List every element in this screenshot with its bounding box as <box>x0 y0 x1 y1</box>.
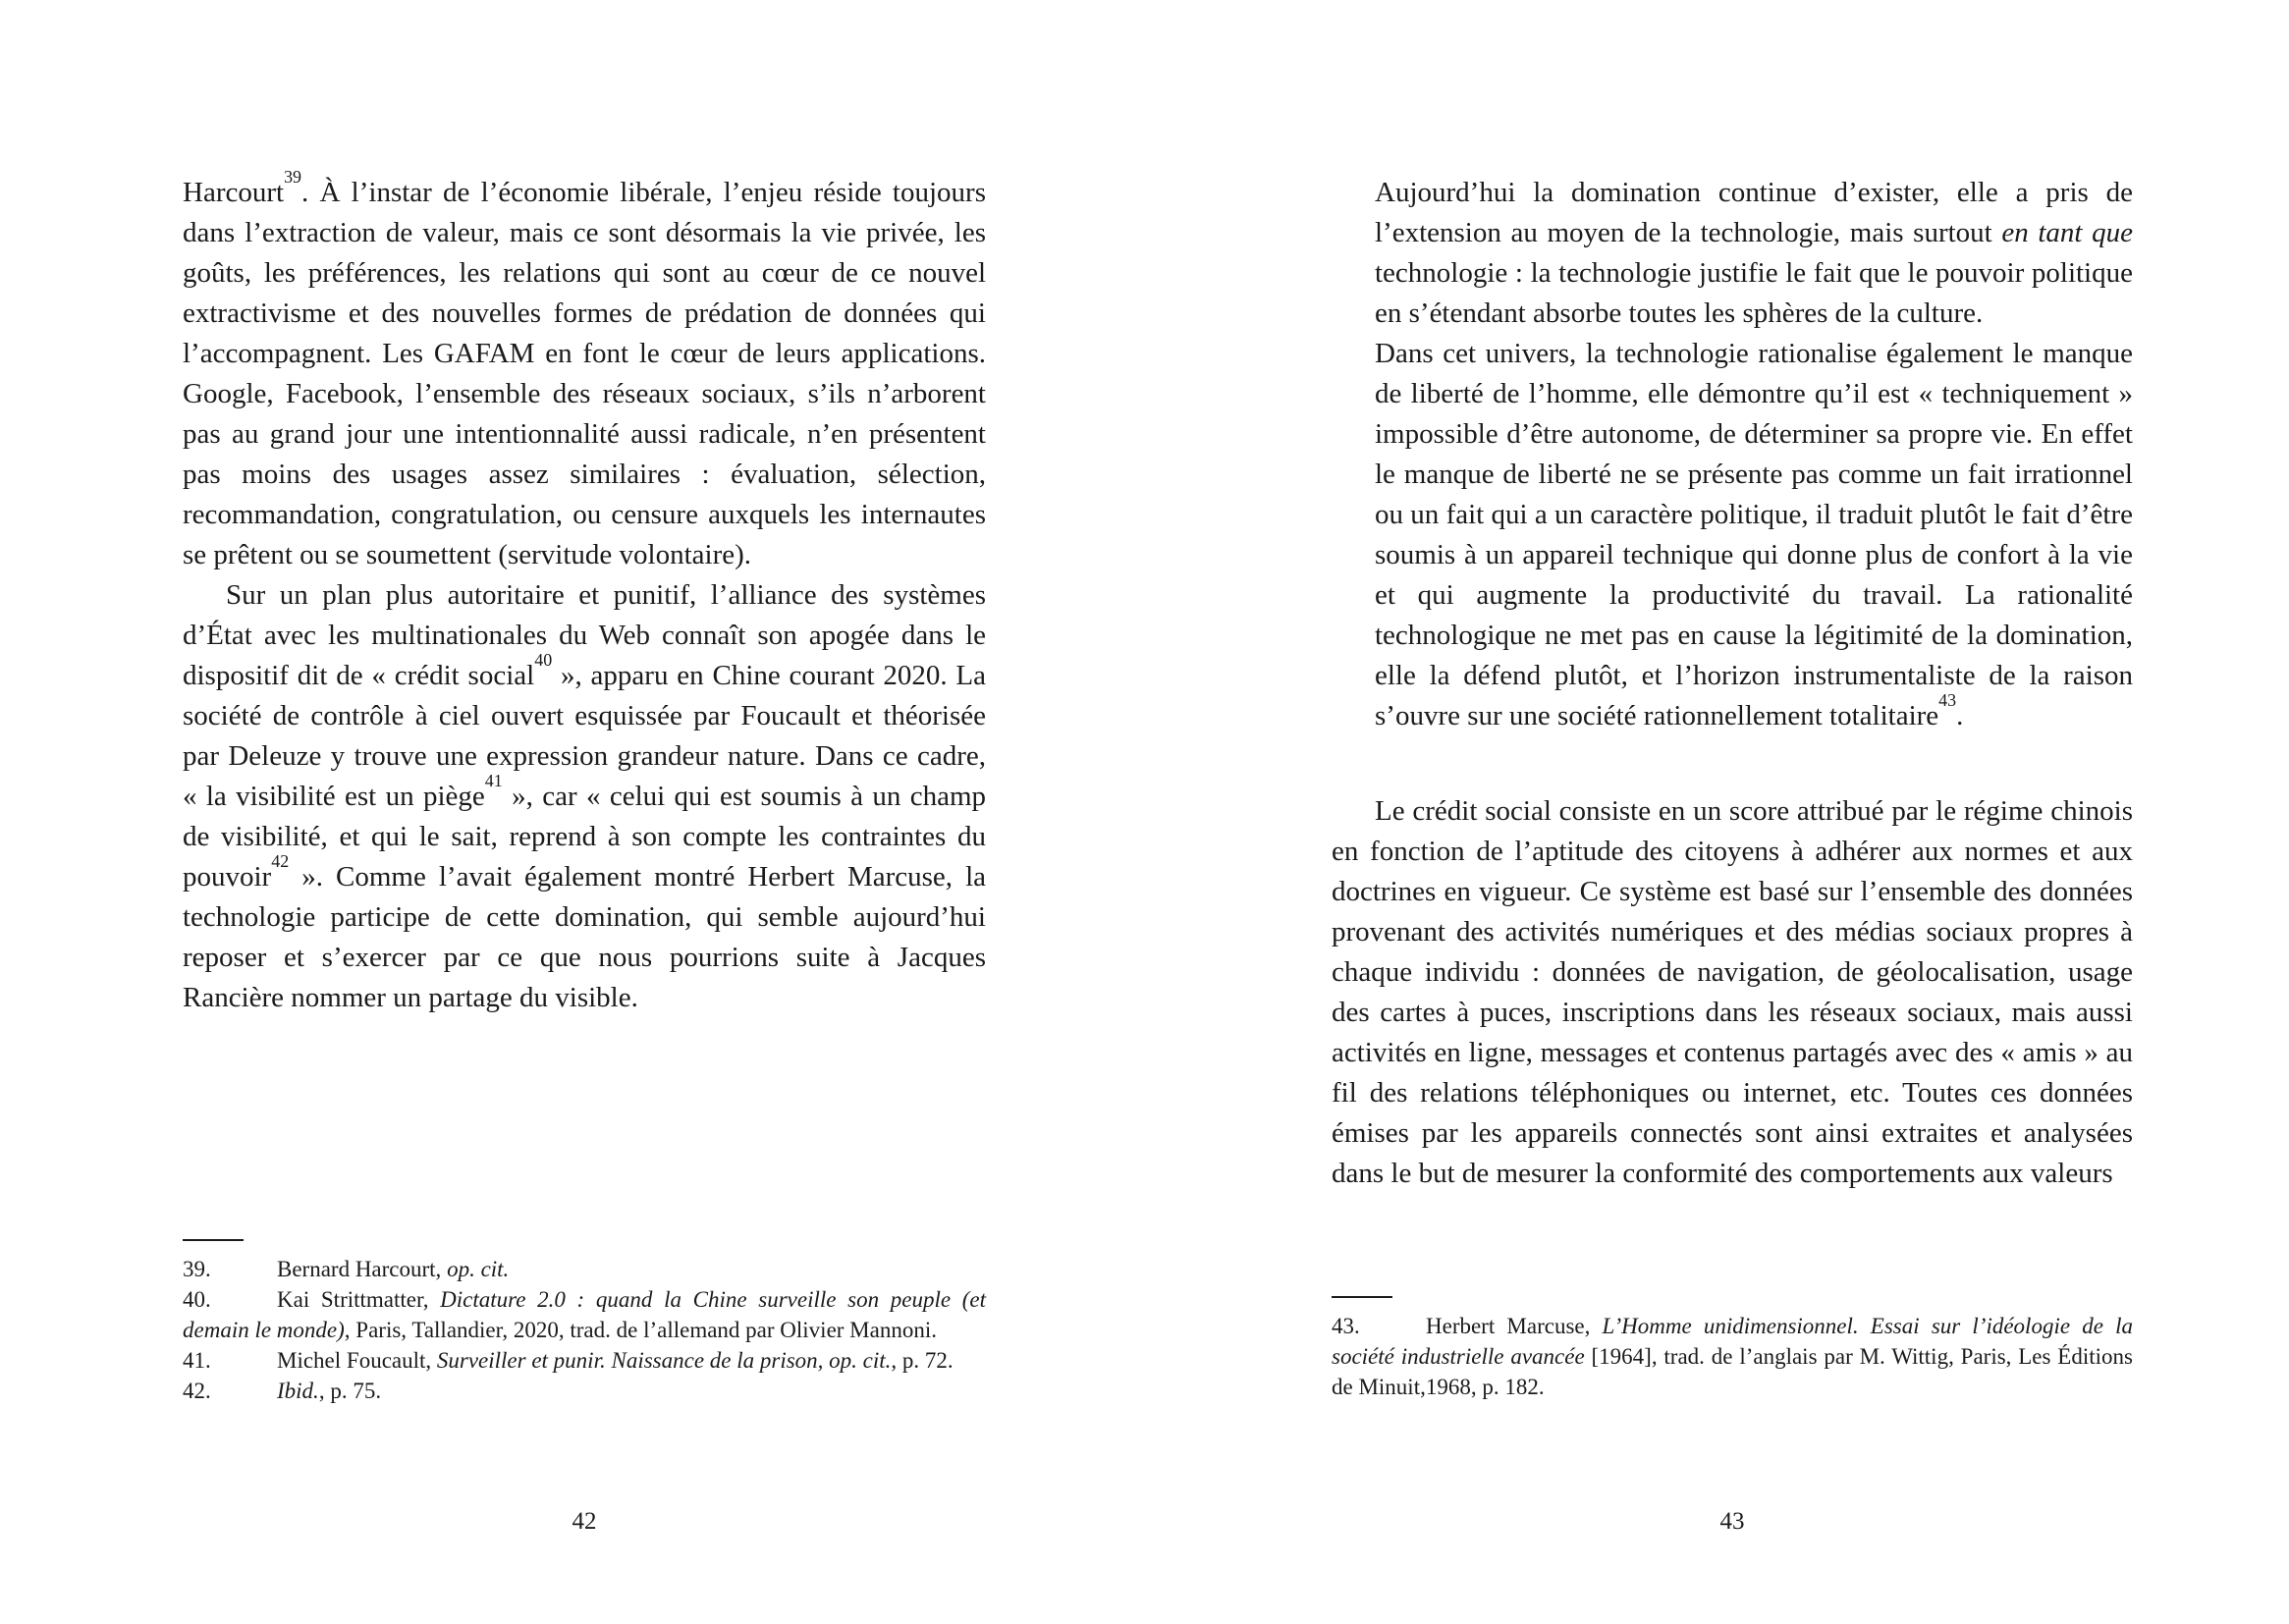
left-text-column <box>183 167 986 1018</box>
footnote-42 <box>183 1376 986 1406</box>
footnote-number: 42. <box>183 1379 211 1403</box>
text-run: , p. 75. <box>318 1379 382 1403</box>
page-right <box>1145 0 2289 1624</box>
text-run: Michel Foucault, <box>277 1348 437 1373</box>
italic-text: Ibid. <box>277 1379 319 1403</box>
text-run: Sur un plan plus autoritaire et punitif, l’alliance des systèmes d’État avec les multinationales du Web connaît son apogée dans le dispositif dit de « crédit social <box>183 579 986 691</box>
text-run: . À l’instar de l’économie libérale, l’enjeu réside toujours dans l’extraction de valeur, mais ce sont désormais la vie privée, les goûts, les préférences, les relations qui sont au cœur de ce nouvel extractivisme et des nouvelles formes de prédation de données qui l’accompagnent. Les GAFAM en font le cœur de leurs applications. Google, Facebook, l’ensemble des réseaux sociaux, s’ils n’arborent pas au grand jour une intentionnalité aussi radicale, n’en présentent pas moins des usages assez similaires : évaluation, sélection, recommandation, congratulation, ou censure auxquels les internautes se prêtent ou se soumettent (servitude volontaire). <box>183 177 986 570</box>
text-run: Aujourd’hui la domination continue d’exister, elle a pris de l’extension au moyen de la technologie, mais surtout <box>1375 177 2133 248</box>
right-text-column <box>1332 173 2133 1194</box>
text-run: Kai Strittmatter, <box>277 1287 441 1312</box>
left-footnotes <box>183 1239 986 1406</box>
text-run: , p. 72. <box>891 1348 954 1373</box>
footnote-ref-40: 40 <box>534 650 553 671</box>
footnote-number: 40. <box>183 1287 211 1312</box>
italic-text: L’Homme unidimensionnel. Essai sur l’idéologie de la société industrielle avancée <box>1332 1314 2133 1369</box>
footnote-ref-43: 43 <box>1938 690 1957 711</box>
text-run: Harcourt <box>183 177 285 208</box>
quote-paragraph <box>1375 334 2133 736</box>
text-run: . <box>1956 700 1964 731</box>
footnote-number: 39. <box>183 1257 211 1281</box>
text-run: Dans cet univers, la technologie rationalise également le manque de liberté de l’homme, elle démontre qu’il est « techniquement » impossible d’être autonome, de déterminer sa propre vie. En effet le manque de liberté ne se présente pas comme un fait irrationnel ou un fait qui a un caractère politique, il traduit plutôt le fait d’être soumis à un appareil technique qui donne plus de confort à la vie et qui augmente la productivité du travail. La rationalité technologique ne met pas en cause la légitimité de la domination, elle la défend plutôt, et l’horizon instrumentaliste de la raison s’ouvre sur une société rationnellement totalitaire <box>1375 338 2133 731</box>
footnote-ref-42: 42 <box>271 851 290 872</box>
footnote-ref-41: 41 <box>484 771 503 791</box>
text-run: , Paris, Tallandier, 2020, trad. de l’allemand par Olivier Mannoni. <box>344 1318 937 1342</box>
footnote-number: 41. <box>183 1348 211 1373</box>
quote-paragraph <box>1375 173 2133 334</box>
page-number-left: 42 <box>572 1508 597 1535</box>
footnote-number: 43. <box>1332 1314 1360 1338</box>
footnote-separator-rule <box>1332 1296 1392 1298</box>
text-run: Herbert Marcuse, <box>1426 1314 1603 1338</box>
text-run: technologie : la technologie justifie le fait que le pouvoir politique en s’étendant absorbe toutes les sphères de la culture. <box>1375 257 2133 329</box>
footnote-41 <box>183 1345 986 1376</box>
right-footnotes <box>1332 1296 2133 1402</box>
text-run: », apparu en Chine courant 2020. La société de contrôle à ciel ouvert esquissée par Foucault et théorisée par Deleuze y trouve une expression grandeur nature. Dans ce cadre, « la visibilité est un piège <box>183 660 986 812</box>
footnote-40 <box>183 1284 986 1345</box>
footnote-43 <box>1332 1311 2133 1402</box>
italic-text: Surveiller et punir. Naissance de la prison, op. cit. <box>436 1348 892 1373</box>
italic-text: en tant que <box>2001 217 2133 248</box>
block-quote <box>1332 173 2133 736</box>
text-run: Le crédit social consiste en un score attribué par le régime chinois en fonction de l’aptitude des citoyens à adhérer aux normes et aux doctrines en vigueur. Ce système est basé sur l’ensemble des données provenant des activités numériques et des médias sociaux propres à chaque individu : données de navigation, de géolocalisation, usage des cartes à puces, inscriptions dans les réseaux sociaux, mais aussi activités en ligne, messages et contenus partagés avec des « amis » au fil des relations téléphoniques ou internet, etc. Toutes ces données émises par les appareils connectés sont ainsi extraites et analysées dans le but de mesurer la conformité des comportements aux valeurs <box>1332 795 2133 1189</box>
page-number-right: 43 <box>1719 1508 1745 1535</box>
footnote-ref-39: 39 <box>284 167 302 188</box>
footnote-39 <box>183 1254 986 1284</box>
paragraph-continuation <box>183 167 986 575</box>
text-run: ». Comme l’avait également montré Herbert Marcuse, la technologie participe de cette domination, qui semble aujourd’hui reposer et s’exercer par ce que nous pourrions suite à Jacques Rancière nommer un partage du visible. <box>183 861 986 1013</box>
paragraph <box>1332 791 2133 1194</box>
paragraph <box>183 575 986 1018</box>
footnote-separator-rule <box>183 1239 244 1241</box>
text-run: Bernard Harcourt, <box>277 1257 448 1281</box>
text-run: [1964], trad. de l’anglais par M. Wittig, Paris, Les Éditions de Minuit,1968, p. 182. <box>1332 1344 2133 1399</box>
page-left <box>0 0 1144 1624</box>
italic-text: Dictature 2.0 : quand la Chine surveille son peuple (et demain le monde) <box>183 1287 987 1342</box>
text-run: », car « celui qui est soumis à un champ de visibilité, et qui le sait, reprend à son compte les contraintes du pouvoir <box>183 781 986 893</box>
italic-text: op. cit. <box>447 1257 510 1281</box>
